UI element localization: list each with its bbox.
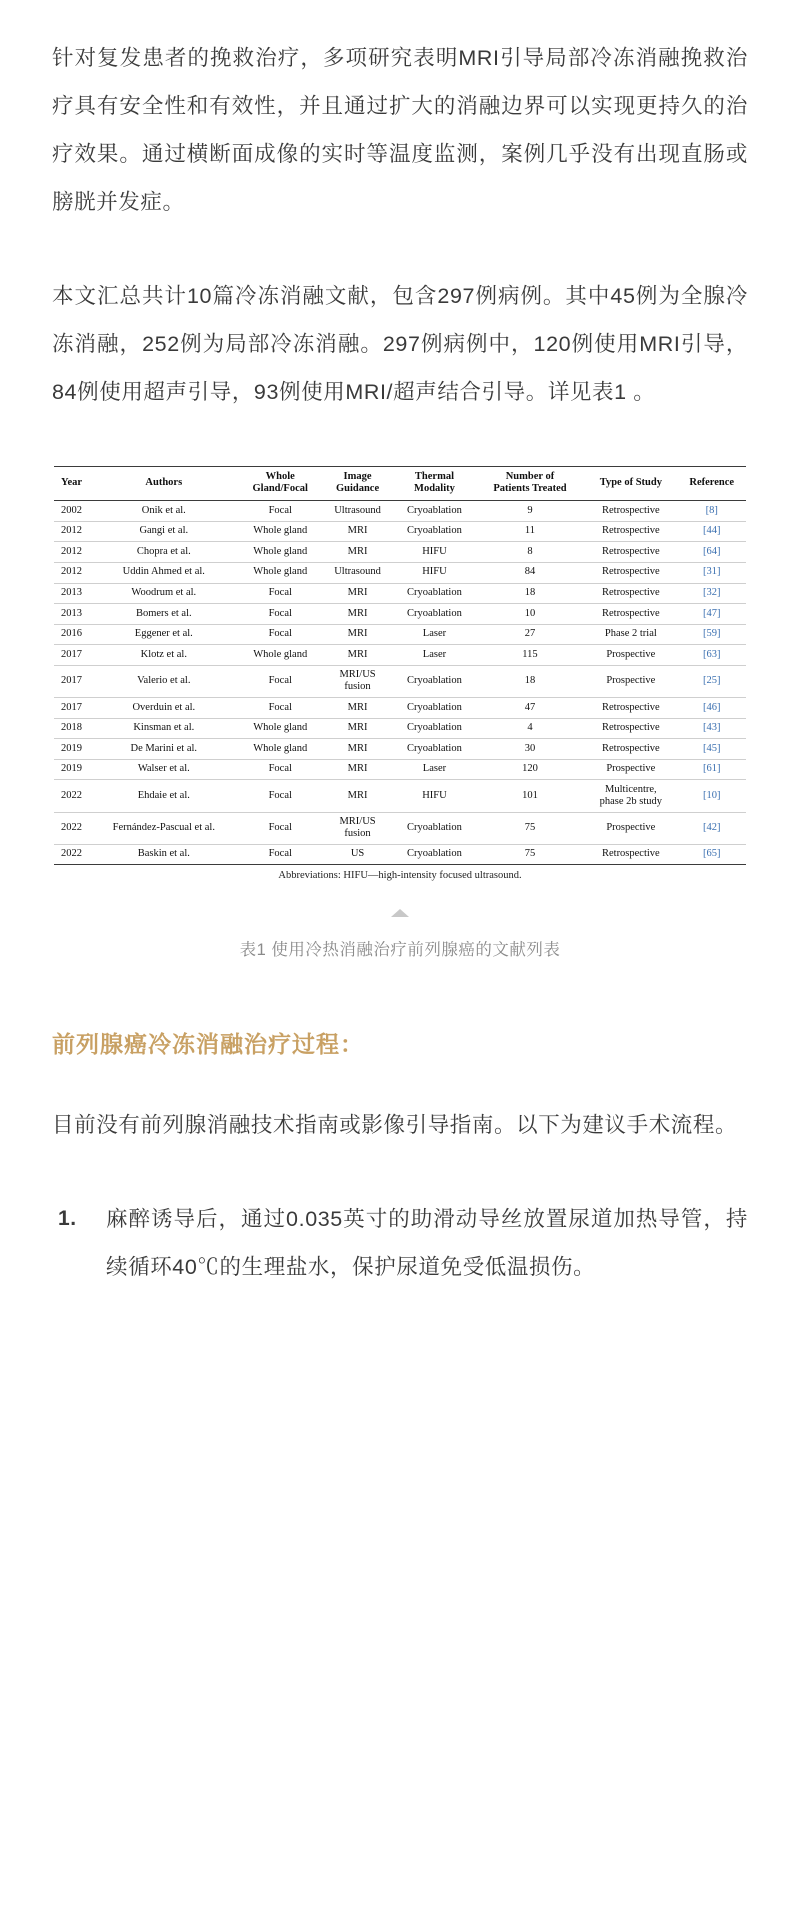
cell-image-guidance: US [322,844,393,865]
cell-year: 2012 [54,562,89,583]
reference-link[interactable]: [47] [703,607,721,619]
cell-reference[interactable] [678,812,747,844]
cell-reference[interactable] [678,501,747,522]
cell-gland-focal: Whole gland [238,542,321,563]
table-row [54,739,746,760]
table-head [54,467,746,501]
reference-link[interactable]: [65] [703,848,721,860]
cell-authors: Klotz et al. [89,645,238,666]
cell-patients: 101 [476,780,584,812]
table-header-gland-focal: Whole Gland/Focal [238,467,321,501]
cell-image-guidance: Ultrasound [322,562,393,583]
cell-gland-focal: Whole gland [238,739,321,760]
cell-reference[interactable] [678,562,747,583]
cell-thermal-modality: Cryoablation [393,698,476,719]
cell-authors: Gangi et al. [89,521,238,542]
reference-link[interactable]: [32] [703,587,721,598]
table-header-row [54,467,746,501]
caret-up-icon [391,909,409,917]
cell-thermal-modality: Cryoablation [393,583,476,604]
reference-link[interactable]: [31] [703,566,721,578]
cell-authors: De Marini et al. [89,739,238,760]
cell-authors: Ehdaie et al. [89,780,238,812]
reference-link[interactable]: [42] [703,821,721,833]
table-row [54,645,746,666]
cell-authors: Valerio et al. [89,665,238,697]
cell-year: 2017 [54,645,89,666]
section-heading: 前列腺癌冷冻消融治疗过程： [52,1030,364,1057]
cell-image-guidance: MRI [322,739,393,760]
cell-authors: Fernández-Pascual et al. [89,812,238,844]
reference-link[interactable]: [59] [703,628,721,640]
cell-thermal-modality: Laser [393,624,476,645]
cell-thermal-modality: Cryoablation [393,739,476,760]
cell-gland-focal: Focal [238,698,321,719]
cell-thermal-modality: Cryoablation [393,718,476,739]
cell-study-type: Retrospective [584,698,677,719]
cell-image-guidance: MRI [322,604,393,625]
cell-patients: 27 [476,624,584,645]
cell-thermal-modality: Cryoablation [393,665,476,697]
table-row [54,624,746,645]
cell-year: 2022 [54,812,89,844]
table-header-year: Year [54,467,89,501]
cell-authors: Overduin et al. [89,698,238,719]
cell-year: 2019 [54,739,89,760]
cell-gland-focal: Focal [238,780,321,812]
cell-image-guidance-line1: MRI/US [339,816,376,827]
cell-patients: 75 [476,812,584,844]
section-intro-paragraph: 目前没有前列腺消融技术指南或影像引导指南。以下为建议手术流程。 [52,1112,738,1137]
table-row [54,718,746,739]
cell-study-type: Retrospective [584,718,677,739]
cell-image-guidance-line2: fusion [344,681,371,693]
cell-reference[interactable] [678,542,747,563]
cell-image-guidance: MRI [322,780,393,812]
cell-gland-focal: Focal [238,624,321,645]
table-row [54,562,746,583]
table-row [54,759,746,780]
table-row [54,501,746,522]
cell-patients: 4 [476,718,584,739]
cell-year: 2018 [54,718,89,739]
table-row [54,521,746,542]
cell-study-type: Prospective [584,645,677,666]
table-row [54,698,746,719]
reference-link[interactable]: [25] [703,675,721,687]
table-row [54,604,746,625]
cell-image-guidance: Ultrasound [322,501,393,522]
literature-table-wrapper [52,466,748,881]
cell-thermal-modality: HIFU [393,780,476,812]
cell-patients: 18 [476,583,584,604]
cell-authors: Woodrum et al. [89,583,238,604]
table-header-patients: Number of Patients Treated [476,467,584,501]
cell-year: 2022 [54,844,89,865]
paragraph-2: 本文汇总共计10篇冷冻消融文献，包含297例病例。其中45例为全腺冷冻消融，252例为局部冷冻消融。297例病例中，120例使用MRI引导，84例使用超声引导，93例使用MRI/超声结合引导。详见表1 。 [52,284,748,404]
cell-gland-focal: Focal [238,501,321,522]
cell-study-type [584,780,677,812]
cell-thermal-modality: Laser [393,645,476,666]
table-header-authors: Authors [89,467,238,501]
cell-year: 2017 [54,698,89,719]
cell-patients: 47 [476,698,584,719]
cell-thermal-modality: Cryoablation [393,521,476,542]
cell-gland-focal: Focal [238,812,321,844]
cell-thermal-modality: Laser [393,759,476,780]
cell-reference[interactable] [678,780,747,812]
cell-authors: Uddin Ahmed et al. [89,562,238,583]
reference-link[interactable]: [61] [703,763,721,775]
cell-study-type-line1: Multicentre, [605,783,657,795]
cell-image-guidance: MRI [322,698,393,719]
cell-reference[interactable] [678,844,747,865]
cell-image-guidance: MRI [322,583,393,604]
cell-authors: Kinsman et al. [89,718,238,739]
cell-study-type: Retrospective [584,844,677,865]
cell-image-guidance [322,812,393,844]
cell-study-type: Retrospective [584,739,677,760]
table-header-thermal-modality: Thermal Modality [393,467,476,501]
cell-image-guidance-line2: fusion [344,828,371,840]
list-item: 麻醉诱导后，通过0.035英寸的助滑动导丝放置尿道加热导管，持续循环40℃的生理盐水，保护尿道免受低温损伤。 [106,1206,748,1279]
cell-patients: 120 [476,759,584,780]
cell-reference[interactable] [678,665,747,697]
cell-thermal-modality: HIFU [393,542,476,563]
cell-gland-focal: Whole gland [238,718,321,739]
cell-study-type: Retrospective [584,583,677,604]
cell-image-guidance: MRI [322,542,393,563]
cell-year: 2017 [54,665,89,697]
paragraph-1: 针对复发患者的挽救治疗，多项研究表明MRI引导局部冷冻消融挽救治疗具有安全性和有效性，并且通过扩大的消融边界可以实现更持久的治疗效果。通过横断面成像的实时等温度监测，案例几乎没有出现直肠或膀胱并发症。 [52,46,748,214]
cell-authors: Chopra et al. [89,542,238,563]
cell-year: 2016 [54,624,89,645]
cell-gland-focal: Whole gland [238,562,321,583]
reference-link[interactable]: [43] [703,722,721,734]
cell-image-guidance: MRI [322,624,393,645]
cell-patients: 84 [476,562,584,583]
reference-link[interactable]: [46] [703,701,721,713]
reference-link[interactable]: [44] [703,525,721,537]
cell-study-type-line2: phase 2b study [599,795,663,807]
cell-patients: 9 [476,501,584,522]
cell-year: 2022 [54,780,89,812]
cell-image-guidance-line1: MRI/US [339,669,376,681]
cell-reference[interactable] [678,718,747,739]
cell-thermal-modality: HIFU [393,562,476,583]
table-row [54,583,746,604]
cell-gland-focal: Focal [238,844,321,865]
table-row [54,780,746,812]
table-footnote: Abbreviations: HIFU—high-intensity focused ultrasound. [278,870,522,882]
cell-gland-focal: Focal [238,583,321,604]
table-row [54,812,746,844]
table-body [54,501,746,865]
cell-thermal-modality: Cryoablation [393,604,476,625]
cell-image-guidance [322,665,393,697]
cell-study-type: Retrospective [584,562,677,583]
cell-year: 2013 [54,604,89,625]
table-row [54,542,746,563]
reference-link[interactable]: [8] [705,504,718,516]
cell-year: 2002 [54,501,89,522]
cell-reference[interactable] [678,698,747,719]
cell-year: 2019 [54,759,89,780]
cell-thermal-modality: Cryoablation [393,844,476,865]
reference-link[interactable]: [45] [703,742,721,754]
cell-patients: 75 [476,844,584,865]
cell-thermal-modality: Cryoablation [393,501,476,522]
literature-table [54,466,746,865]
table-header-study-type: Type of Study [584,467,677,501]
reference-link[interactable]: [63] [703,648,721,660]
cell-authors: Bomers et al. [89,604,238,625]
cell-patients: 18 [476,665,584,697]
cell-image-guidance: MRI [322,759,393,780]
cell-year: 2012 [54,521,89,542]
cell-study-type: Retrospective [584,542,677,563]
cell-patients: 8 [476,542,584,563]
table-header-image-guidance: Image Guidance [322,467,393,501]
cell-reference[interactable] [678,759,747,780]
table-row [54,665,746,697]
cell-reference[interactable] [678,739,747,760]
cell-gland-focal: Focal [238,759,321,780]
table-row [54,844,746,865]
cell-patients: 30 [476,739,584,760]
cell-thermal-modality: Cryoablation [393,812,476,844]
cell-patients: 11 [476,521,584,542]
cell-image-guidance: MRI [322,521,393,542]
cell-image-guidance: MRI [322,718,393,739]
reference-link[interactable]: [64] [703,545,721,557]
cell-gland-focal: Whole gland [238,521,321,542]
procedure-steps-list [52,1195,748,1291]
cell-reference[interactable] [678,583,747,604]
cell-study-type: Retrospective [584,604,677,625]
cell-reference[interactable] [678,521,747,542]
cell-gland-focal: Whole gland [238,645,321,666]
cell-reference[interactable] [678,645,747,666]
cell-year: 2013 [54,583,89,604]
cell-study-type: Retrospective [584,521,677,542]
cell-year: 2012 [54,542,89,563]
cell-study-type: Prospective [584,759,677,780]
figure-caption: 表1 使用冷热消融治疗前列腺癌的文献列表 [239,941,561,960]
cell-authors: Onik et al. [89,501,238,522]
cell-authors: Eggener et al. [89,624,238,645]
cell-study-type: Phase 2 trial [584,624,677,645]
reference-link[interactable]: [10] [703,789,721,801]
table-header-reference: Reference [678,467,747,501]
cell-image-guidance: MRI [322,645,393,666]
cell-patients: 115 [476,645,584,666]
cell-reference[interactable] [678,624,747,645]
cell-study-type: Prospective [584,665,677,697]
cell-gland-focal: Focal [238,665,321,697]
cell-patients: 10 [476,604,584,625]
cell-authors: Walser et al. [89,759,238,780]
cell-gland-focal: Focal [238,604,321,625]
cell-study-type: Retrospective [584,501,677,522]
cell-reference[interactable] [678,604,747,625]
cell-authors: Baskin et al. [89,844,238,865]
cell-study-type: Prospective [584,812,677,844]
